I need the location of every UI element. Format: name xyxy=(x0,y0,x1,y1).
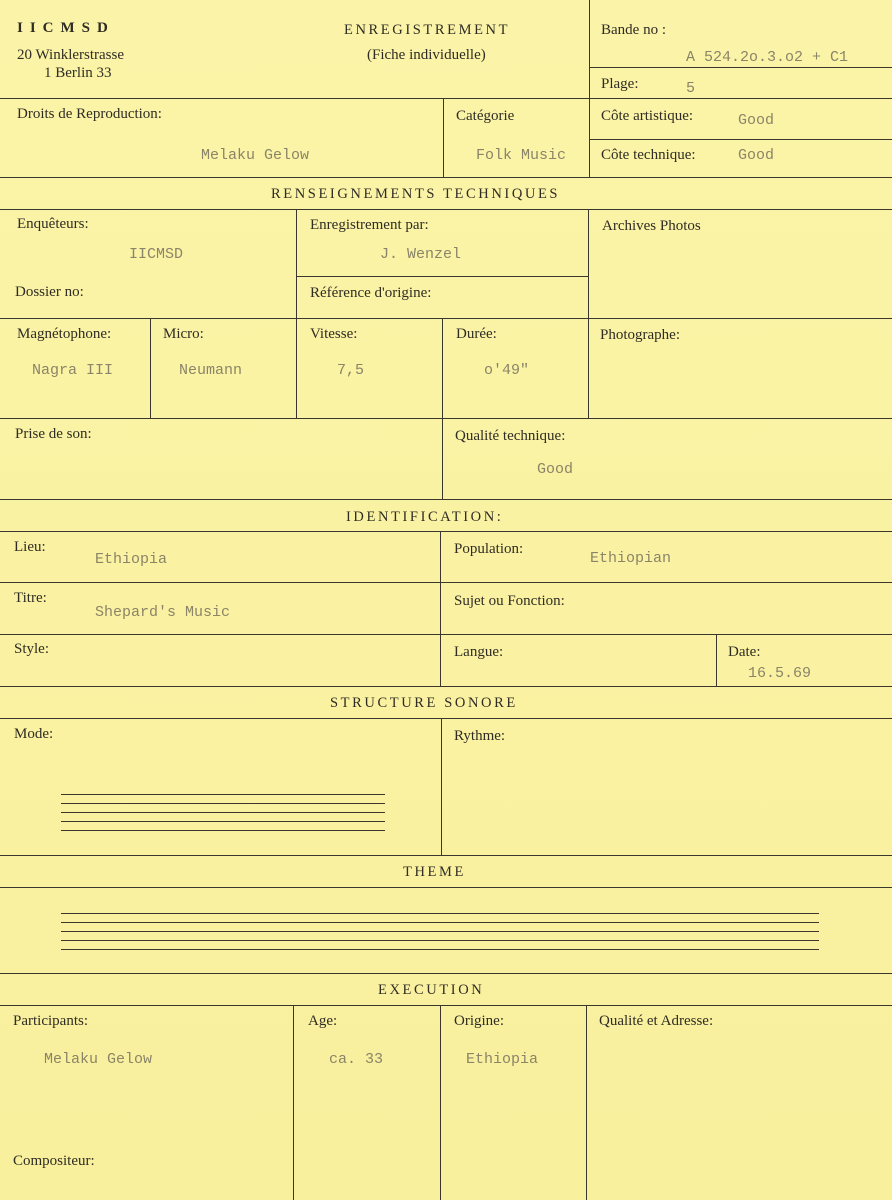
form-title: ENREGISTREMENT xyxy=(344,22,511,38)
age-label: Age: xyxy=(308,1013,338,1029)
categorie-value: Folk Music xyxy=(476,147,567,164)
droits-label: Droits de Reproduction: xyxy=(17,106,162,122)
rule xyxy=(296,209,297,418)
duree-value: o'49" xyxy=(484,362,530,379)
bande-label: Bande no : xyxy=(601,22,666,38)
rule xyxy=(441,718,442,855)
participants-value: Melaku Gelow xyxy=(44,1051,153,1068)
dossier-label: Dossier no: xyxy=(15,284,84,300)
age-value: ca. 33 xyxy=(329,1051,384,1068)
rule xyxy=(0,209,892,210)
bande-value: A 524.2o.3.o2 + C1 xyxy=(686,49,849,66)
prise-de-son-label: Prise de son: xyxy=(15,426,92,442)
qualite-technique-value: Good xyxy=(537,461,574,478)
population-value: Ethiopian xyxy=(590,550,672,567)
cote-artistique-label: Côte artistique: xyxy=(601,108,694,124)
staff-line xyxy=(61,913,819,914)
enqueteurs-label: Enquêteurs: xyxy=(17,216,89,232)
enregistrement-par-label: Enregistrement par: xyxy=(310,217,429,233)
rule xyxy=(590,67,892,68)
cote-technique-value: Good xyxy=(738,147,775,164)
staff-line xyxy=(61,803,385,804)
rule xyxy=(0,499,892,500)
qualite-adresse-label: Qualité et Adresse: xyxy=(599,1013,714,1029)
rule xyxy=(443,98,444,177)
section-title-theme: THEME xyxy=(403,864,466,880)
participants-label: Participants: xyxy=(13,1013,88,1029)
droits-value: Melaku Gelow xyxy=(201,147,310,164)
mode-label: Mode: xyxy=(14,726,54,742)
address-line-2: 1 Berlin 33 xyxy=(44,65,112,81)
rule xyxy=(590,139,892,140)
address-line-1: 20 Winklerstrasse xyxy=(17,47,125,63)
plage-label: Plage: xyxy=(601,76,639,92)
staff-line xyxy=(61,931,819,932)
plage-value: 5 xyxy=(686,80,696,97)
rule xyxy=(0,98,892,99)
staff-line xyxy=(61,922,819,923)
rule xyxy=(293,1005,294,1200)
rule xyxy=(0,887,892,888)
date-label: Date: xyxy=(728,644,761,660)
org-logo: IICMSD xyxy=(17,20,115,36)
rule xyxy=(0,634,892,635)
section-title-identification: IDENTIFICATION: xyxy=(346,509,504,525)
section-title-execution: EXECUTION xyxy=(378,982,485,998)
rule xyxy=(440,1005,441,1200)
vitesse-label: Vitesse: xyxy=(310,326,358,342)
rule xyxy=(0,418,892,419)
categorie-label: Catégorie xyxy=(456,108,515,124)
rule xyxy=(150,318,151,418)
rule xyxy=(0,1005,892,1006)
qualite-technique-label: Qualité technique: xyxy=(455,428,566,444)
rule xyxy=(588,209,589,418)
rule xyxy=(296,276,588,277)
lieu-label: Lieu: xyxy=(14,539,46,555)
rule xyxy=(586,1005,587,1200)
micro-value: Neumann xyxy=(179,362,243,379)
rythme-label: Rythme: xyxy=(454,728,506,744)
rule xyxy=(0,686,892,687)
rule xyxy=(442,318,443,499)
sujet-label: Sujet ou Fonction: xyxy=(454,593,565,609)
staff-line xyxy=(61,794,385,795)
magnetophone-value: Nagra III xyxy=(32,362,114,379)
duree-label: Durée: xyxy=(456,326,497,342)
magnetophone-label: Magnétophone: xyxy=(17,326,112,342)
staff-line xyxy=(61,821,385,822)
rule xyxy=(0,531,892,532)
enregistrement-par-value: J. Wenzel xyxy=(380,246,462,263)
staff-line xyxy=(61,812,385,813)
section-title-structure: STRUCTURE SONORE xyxy=(330,695,518,711)
cote-artistique-value: Good xyxy=(738,112,775,129)
section-title-technical: RENSEIGNEMENTS TECHNIQUES xyxy=(271,186,561,202)
enqueteurs-value: IICMSD xyxy=(129,246,184,263)
rule xyxy=(0,718,892,719)
cote-technique-label: Côte technique: xyxy=(601,147,696,163)
reference-label: Référence d'origine: xyxy=(310,285,432,301)
date-value: 16.5.69 xyxy=(748,665,812,682)
staff-line xyxy=(61,949,819,950)
rule xyxy=(0,973,892,974)
vitesse-value: 7,5 xyxy=(337,362,365,379)
form-subtitle: (Fiche individuelle) xyxy=(367,47,486,63)
origine-label: Origine: xyxy=(454,1013,504,1029)
rule xyxy=(0,582,892,583)
rule xyxy=(716,634,717,686)
photographe-label: Photographe: xyxy=(600,327,680,343)
origine-value: Ethiopia xyxy=(466,1051,539,1068)
langue-label: Langue: xyxy=(454,644,504,660)
archives-photos-label: Archives Photos xyxy=(602,218,701,234)
rule xyxy=(0,318,892,319)
micro-label: Micro: xyxy=(163,326,204,342)
rule xyxy=(0,855,892,856)
rule xyxy=(0,177,892,178)
staff-line xyxy=(61,940,819,941)
titre-label: Titre: xyxy=(14,590,47,606)
style-label: Style: xyxy=(14,641,50,657)
lieu-value: Ethiopia xyxy=(95,551,168,568)
rule xyxy=(440,531,441,686)
population-label: Population: xyxy=(454,541,524,557)
compositeur-label: Compositeur: xyxy=(13,1153,95,1169)
staff-line xyxy=(61,830,385,831)
titre-value: Shepard's Music xyxy=(95,604,231,621)
rule xyxy=(589,0,590,177)
